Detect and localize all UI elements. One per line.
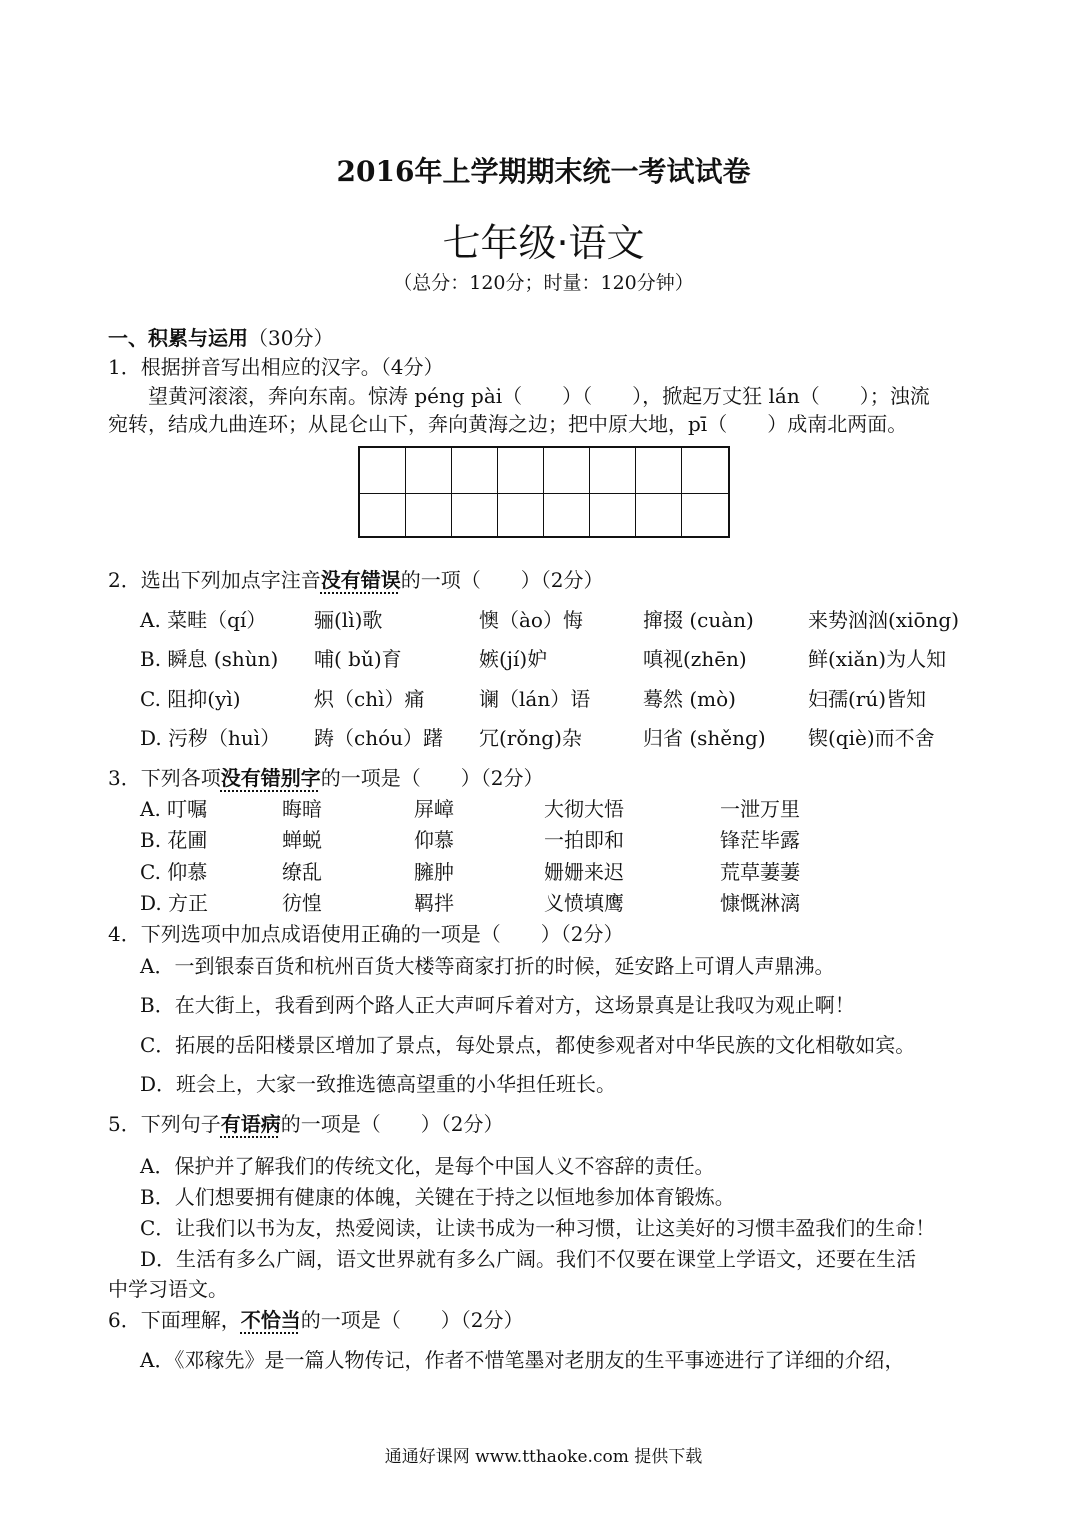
q2-option-cell: 踌（chóu）躇 [314,726,444,750]
q2-option-cell: 锲(qiè)而不舍 [808,726,935,750]
q2-option-cell: 嗔视(zhēn) [643,647,747,671]
q2-option-cell: 妇孺(rú)皆知 [808,687,927,711]
q6-keyword: 不恰当 [240,1308,301,1332]
q4-option-d: D．班会上，大家一致推选德高望重的小华担任班长。 [140,1072,617,1096]
q5-option-d: D．生活有多么广阔，语文世界就有多么广阔。我们不仅要在课堂上学语文，还要在生活 [140,1247,917,1271]
q3-option-cell: 大彻大悟 [544,797,624,821]
q2-option-cell: 鲜(xiǎn)为人知 [808,647,947,671]
q2-option-cell: 嫉(jí)妒 [479,647,548,671]
q2-keyword: 没有错误 [320,568,401,592]
q3-option-cell: C. 仰慕 [140,860,208,884]
section-points: （30分） [248,326,334,350]
q1-passage-line2: 宛转，结成九曲连环；从昆仑山下，奔向黄海之边；把中原大地，pī（ ）成南北两面。 [108,412,908,436]
q4-stem: 4．下列选项中加点成语使用正确的一项是（ ）（2分） [108,922,624,946]
q3-keyword: 没有错别字 [220,766,321,790]
q3-option-cell: 缭乱 [282,860,322,884]
q3-option-cell: 荒草萋萋 [720,860,800,884]
q6-option-a: A．《邓稼先》是一篇人物传记，作者不惜笔墨对老朋友的生平事迹进行了详细的介绍， [140,1348,905,1372]
q2-option-cell: 哺( bǔ)育 [314,647,402,671]
q2-option-cell: B. 瞬息 (shùn) [140,647,279,671]
q3-option-cell: 彷惶 [282,891,322,915]
q4-option-c: C．拓展的岳阳楼景区增加了景点，每处景点，都使参观者对中华民族的文化相敬如宾。 [140,1033,916,1057]
q5-option-d-cont: 中学习语文。 [108,1277,228,1301]
q6-stem: 6．下面理解，不恰当的一项是（ ）（2分） [108,1308,524,1332]
exam-info: （总分：120分；时量：120分钟） [393,272,694,294]
footer-note: 通通好课网 www.tthaoke.com 提供下载 [384,1447,703,1467]
q2-option-cell: 懊（ào）悔 [479,608,583,632]
exam-subject: 七年级·语文 [442,221,645,265]
q3-stem: 3．下列各项没有错别字的一项是（ ）（2分） [108,766,544,790]
q3-option-cell: 慷慨淋漓 [720,891,800,915]
q3-option-cell: 羁拌 [414,891,454,915]
q3-option-cell: 义愤填鹰 [544,891,624,915]
q2-option-cell: 谰（lán）语 [479,687,591,711]
q1-passage-line1: 望黄河滚滚，奔向东南。惊涛 péng pài（ ）（ ），掀起万丈狂 lán（ ）；浊流 [148,384,930,408]
q3-option-cell: B. 花圃 [140,828,208,852]
q3-option-cell: 锋茫毕露 [720,828,800,852]
section-title: 一、积累与运用 [108,326,248,350]
q3-option-cell: 一拍即和 [544,828,624,852]
section-heading [108,322,333,351]
q3-option-cell: 屏嶂 [414,797,454,821]
q3-option-cell: A. 叮嘱 [140,797,208,821]
q5-option-b: B．人们想要拥有健康的体魄，关键在于持之以恒地参加体育锻炼。 [140,1185,735,1209]
q2-option-cell: 来势汹汹(xiōng) [808,608,960,632]
q2-option-cell: 归省 (shěng) [643,726,766,750]
q2-option-cell: 炽（chì）痛 [314,687,425,711]
exam-title: 2016年上学期期末统一考试试卷 [336,155,751,188]
q3-option-cell: 仰慕 [414,828,454,852]
q3-option-cell: 一泄万里 [720,797,800,821]
q5-stem: 5．下列句子有语病的一项是（ ）（2分） [108,1112,504,1136]
q2-option-cell: 撺掇 (cuàn) [643,608,754,632]
q5-keyword: 有语病 [220,1112,281,1136]
q3-option-cell: D. 方正 [140,891,209,915]
q3-option-cell: 臃肿 [414,860,454,884]
q3-option-cell: 姗姗来迟 [544,860,624,884]
q3-option-cell: 蝉蜕 [282,828,322,852]
q5-option-c: C．让我们以书为友，热爱阅读，让读书成为一种习惯，让这美好的习惯丰盈我们的生命！ [140,1216,936,1240]
q2-option-cell: A. 菜畦（qí） [140,608,267,632]
q3-option-cell: 晦暗 [282,797,322,821]
answer-grid [358,446,730,538]
q2-option-cell: 蓦然 (mò) [643,687,736,711]
q2-option-cell: D. 污秽（huì） [140,726,281,750]
q1-stem: 1．根据拼音写出相应的汉字。（4分） [108,355,444,379]
q5-option-a: A．保护并了解我们的传统文化，是每个中国人义不容辞的责任。 [140,1154,715,1178]
q4-option-b: B．在大街上，我看到两个路人正大声呵斥着对方，这场景真是让我叹为观止啊！ [140,993,855,1017]
q4-option-a: A．一到银泰百货和杭州百货大楼等商家打折的时候，延安路上可谓人声鼎沸。 [140,954,835,978]
q2-stem: 2．选出下列加点字注音没有错误的一项（ ）（2分） [108,568,604,592]
q2-option-cell: 冗(rǒng)杂 [479,726,582,750]
q2-option-cell: C. 阻抑(yì) [140,687,241,711]
q2-option-cell: 骊(lì)歌 [314,608,383,632]
